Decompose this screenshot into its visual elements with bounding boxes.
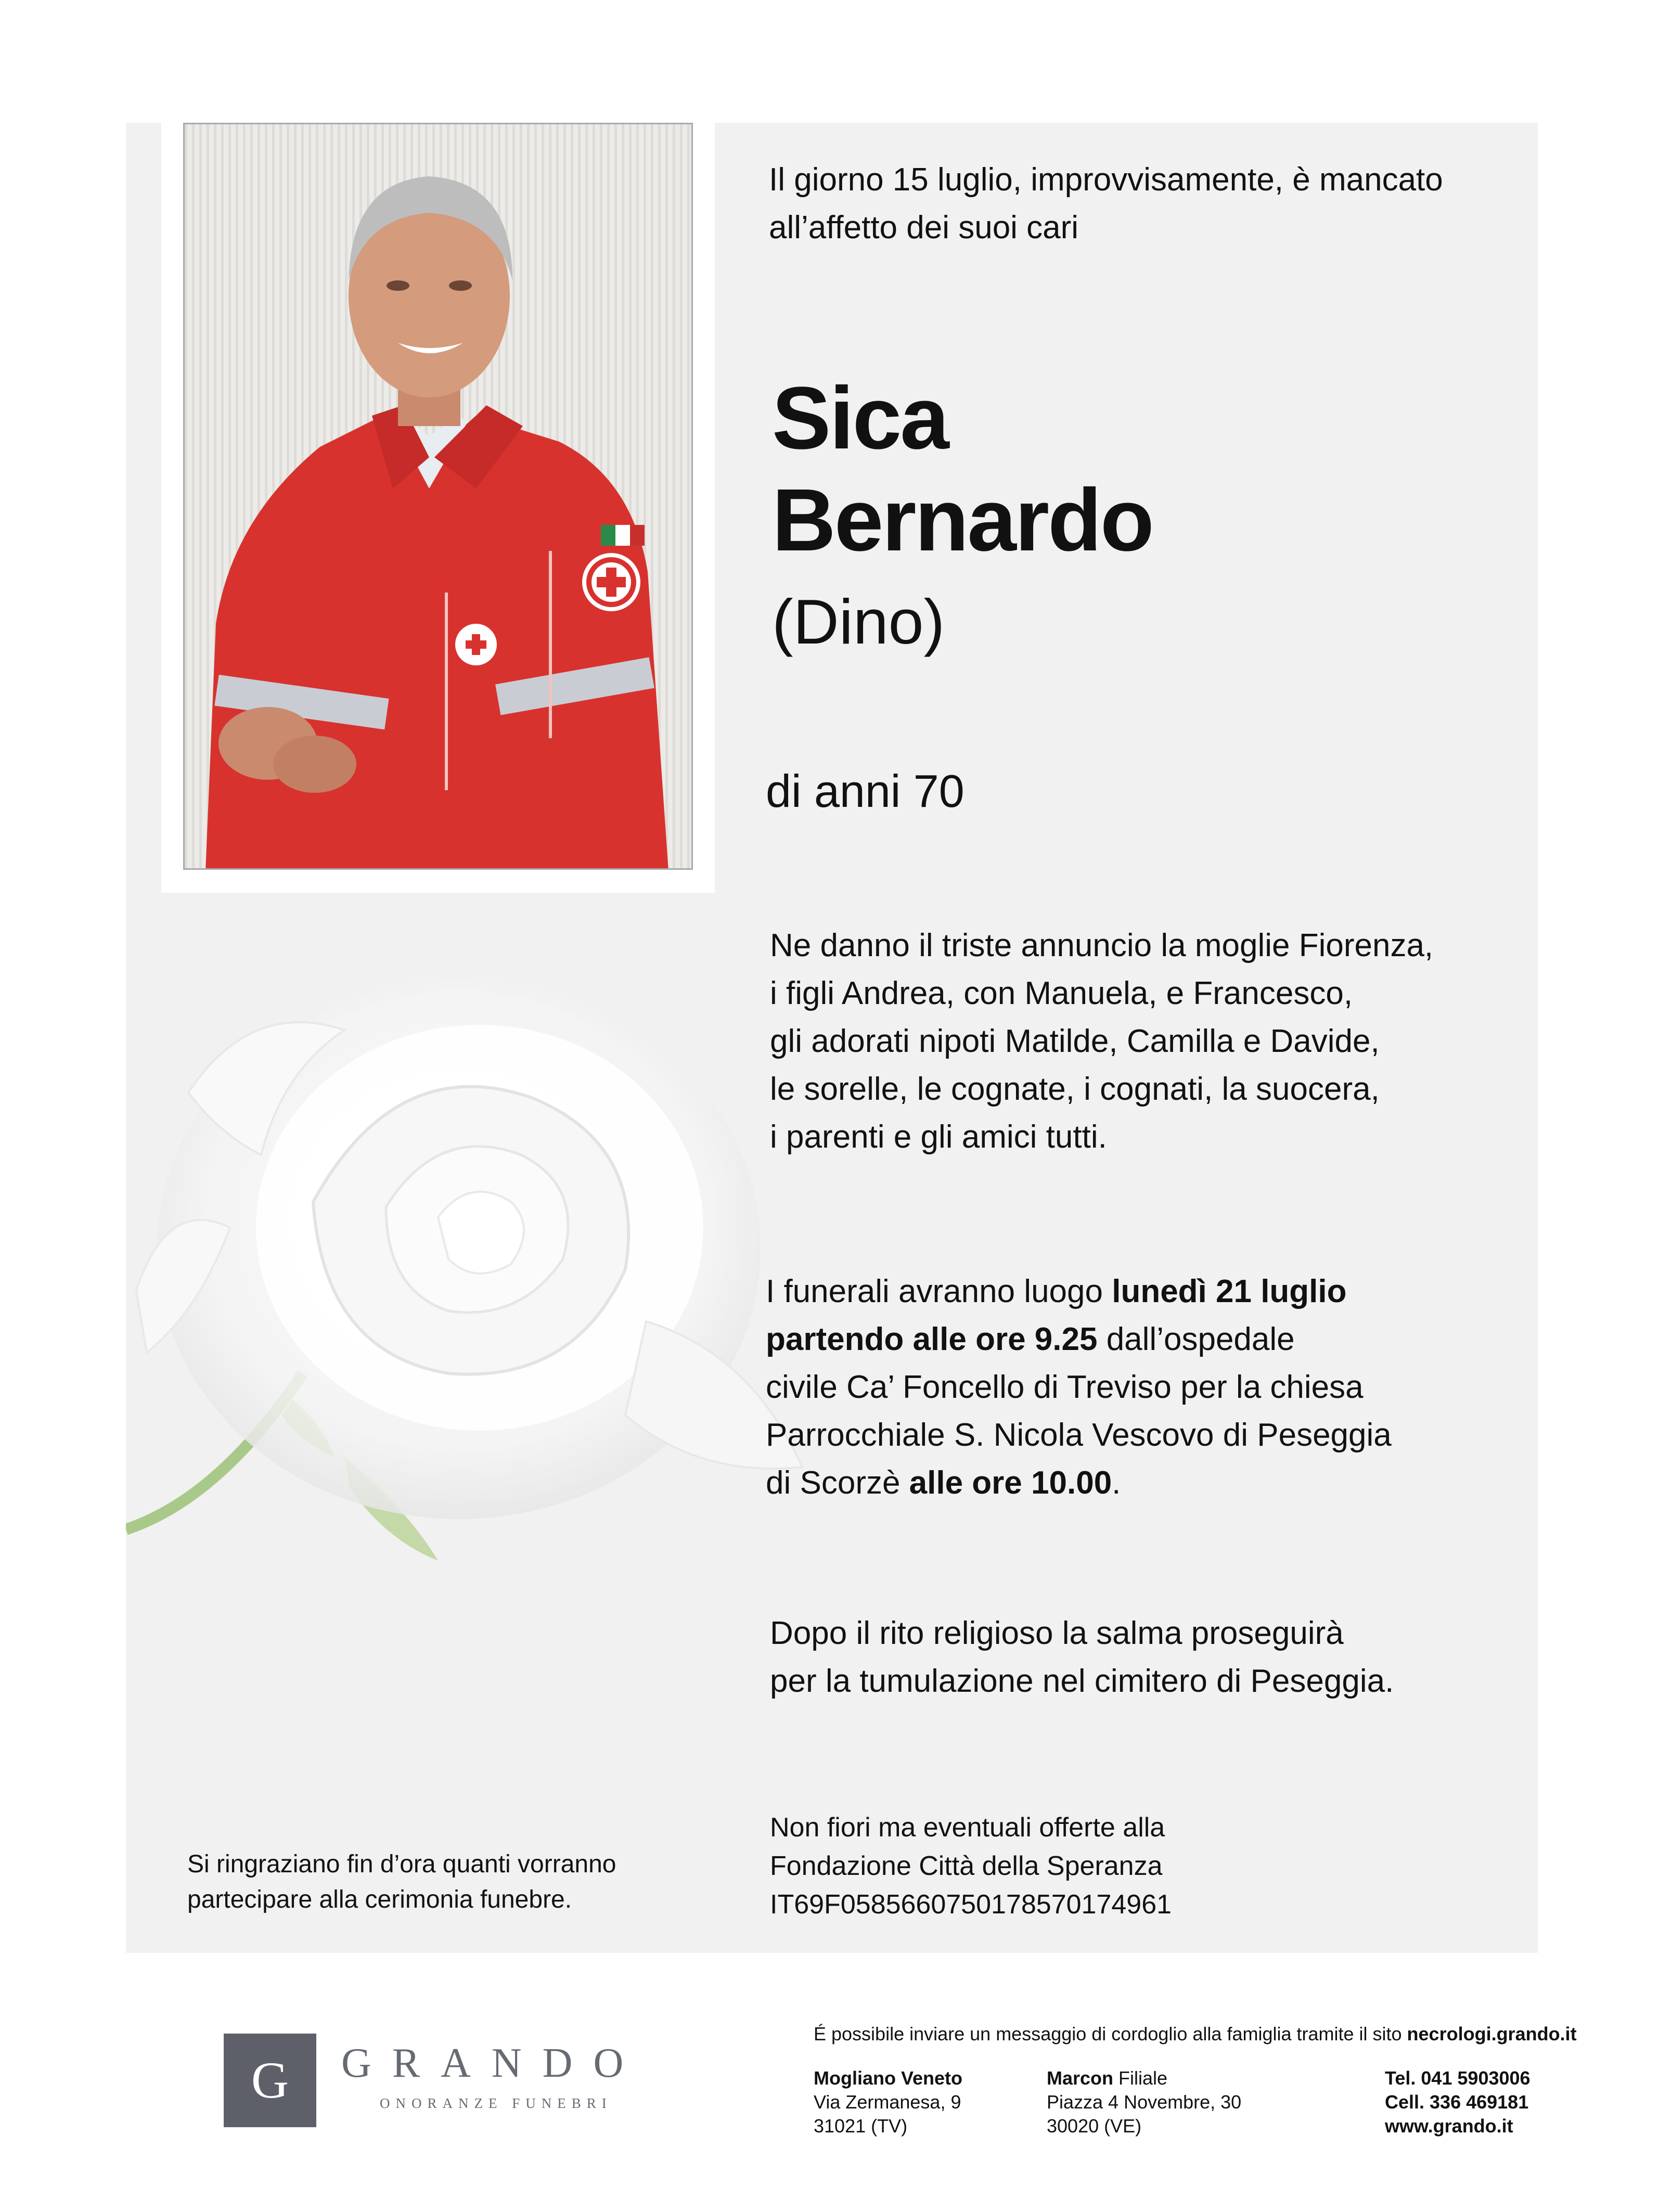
departure-time: partendo alle ore 9.25 xyxy=(766,1321,1098,1357)
funeral-date: lunedì 21 luglio xyxy=(1112,1274,1347,1309)
age-text: di anni 70 xyxy=(766,765,964,817)
grando-logo-wordmark: GRANDO xyxy=(341,2040,645,2086)
deceased-name xyxy=(772,367,1153,571)
portrait-photo xyxy=(183,123,693,870)
intro-line-2: all’affetto dei suoi cari xyxy=(769,210,1079,246)
donation-line: Fondazione Città della Speranza xyxy=(770,1851,1163,1881)
iban: IT69F0585660750178570174961 xyxy=(770,1889,1172,1920)
office-city: 30020 (VE) xyxy=(1047,2115,1142,2137)
portrait-frame xyxy=(161,120,715,893)
white-rose-illustration xyxy=(126,957,823,1644)
given-name: Bernardo xyxy=(772,471,1153,570)
office-name: Mogliano Veneto xyxy=(814,2067,963,2089)
funeral-details xyxy=(766,1268,1392,1507)
funeral-line: civile Ca’ Foncello di Treviso per la chiesa xyxy=(766,1369,1364,1405)
office-mogliano xyxy=(814,2066,962,2138)
donation-text xyxy=(770,1808,1172,1924)
burial-text xyxy=(770,1610,1394,1705)
logo-letter: G xyxy=(251,2051,289,2109)
intro-line-1: Il giorno 15 luglio, improvvisamente, è mancato xyxy=(769,162,1443,198)
contacts xyxy=(1385,2066,1531,2138)
office-street: Piazza 4 Novembre, 30 xyxy=(1047,2091,1242,2113)
funeral-line xyxy=(766,1459,1392,1507)
funeral-line: Parrocchiale S. Nicola Vescovo di Peseggia xyxy=(766,1417,1392,1453)
donation-line: Non fiori ma eventuali offerte alla xyxy=(770,1812,1165,1843)
condolence-site-link[interactable]: necrologi.grando.it xyxy=(1407,2023,1577,2044)
office-marcon xyxy=(1047,2066,1241,2138)
ceremony-time: alle ore 10.00 xyxy=(909,1465,1112,1501)
office-name: Marcon xyxy=(1047,2067,1114,2089)
announcement-line: i figli Andrea, con Manuela, e Francesco, xyxy=(770,975,1353,1011)
funeral-text: I funerali avranno luogo xyxy=(766,1274,1112,1309)
funeral-line xyxy=(766,1316,1392,1364)
website-link[interactable]: www.grando.it xyxy=(1385,2115,1513,2137)
announcement-text xyxy=(770,922,1433,1161)
grando-logo-subtitle: ONORANZE FUNEBRI xyxy=(380,2095,612,2111)
thanks-text xyxy=(187,1847,616,1918)
condolence-note xyxy=(814,2022,1577,2047)
burial-line: Dopo il rito religioso la salma proseguirà xyxy=(770,1615,1344,1651)
mobile[interactable]: Cell. 336 469181 xyxy=(1385,2091,1529,2113)
funeral-text: di Scorzè xyxy=(766,1465,909,1501)
funeral-line xyxy=(766,1268,1392,1316)
announcement-line: Ne danno il triste annuncio la moglie Fiorenza, xyxy=(770,928,1434,963)
announcement-line: le sorelle, le cognate, i cognati, la suocera, xyxy=(770,1071,1380,1107)
funeral-text: . xyxy=(1112,1465,1121,1501)
condolence-text: É possibile inviare un messaggio di cordoglio alla famiglia tramite il sito xyxy=(814,2023,1407,2044)
surname: Sica xyxy=(772,369,948,468)
announcement-line: i parenti e gli amici tutti. xyxy=(770,1119,1107,1155)
announcement-line: gli adorati nipoti Matilde, Camilla e Davide, xyxy=(770,1023,1380,1059)
office-street: Via Zermanesa, 9 xyxy=(814,2091,961,2113)
phone[interactable]: Tel. 041 5903006 xyxy=(1385,2067,1531,2089)
thanks-line: Si ringraziano fin d’ora quanti vorranno xyxy=(187,1850,616,1878)
funeral-text: dall’ospedale xyxy=(1097,1321,1295,1357)
nickname: (Dino) xyxy=(772,586,945,657)
office-tag: Filiale xyxy=(1113,2067,1168,2089)
thanks-line: partecipare alla cerimonia funebre. xyxy=(187,1886,572,1913)
burial-line: per la tumulazione nel cimitero di Peseggia. xyxy=(770,1663,1394,1699)
portrait-illustration xyxy=(185,124,693,870)
office-city: 31021 (TV) xyxy=(814,2115,908,2137)
intro-text xyxy=(769,156,1443,252)
grando-logo-mark xyxy=(224,2034,316,2127)
